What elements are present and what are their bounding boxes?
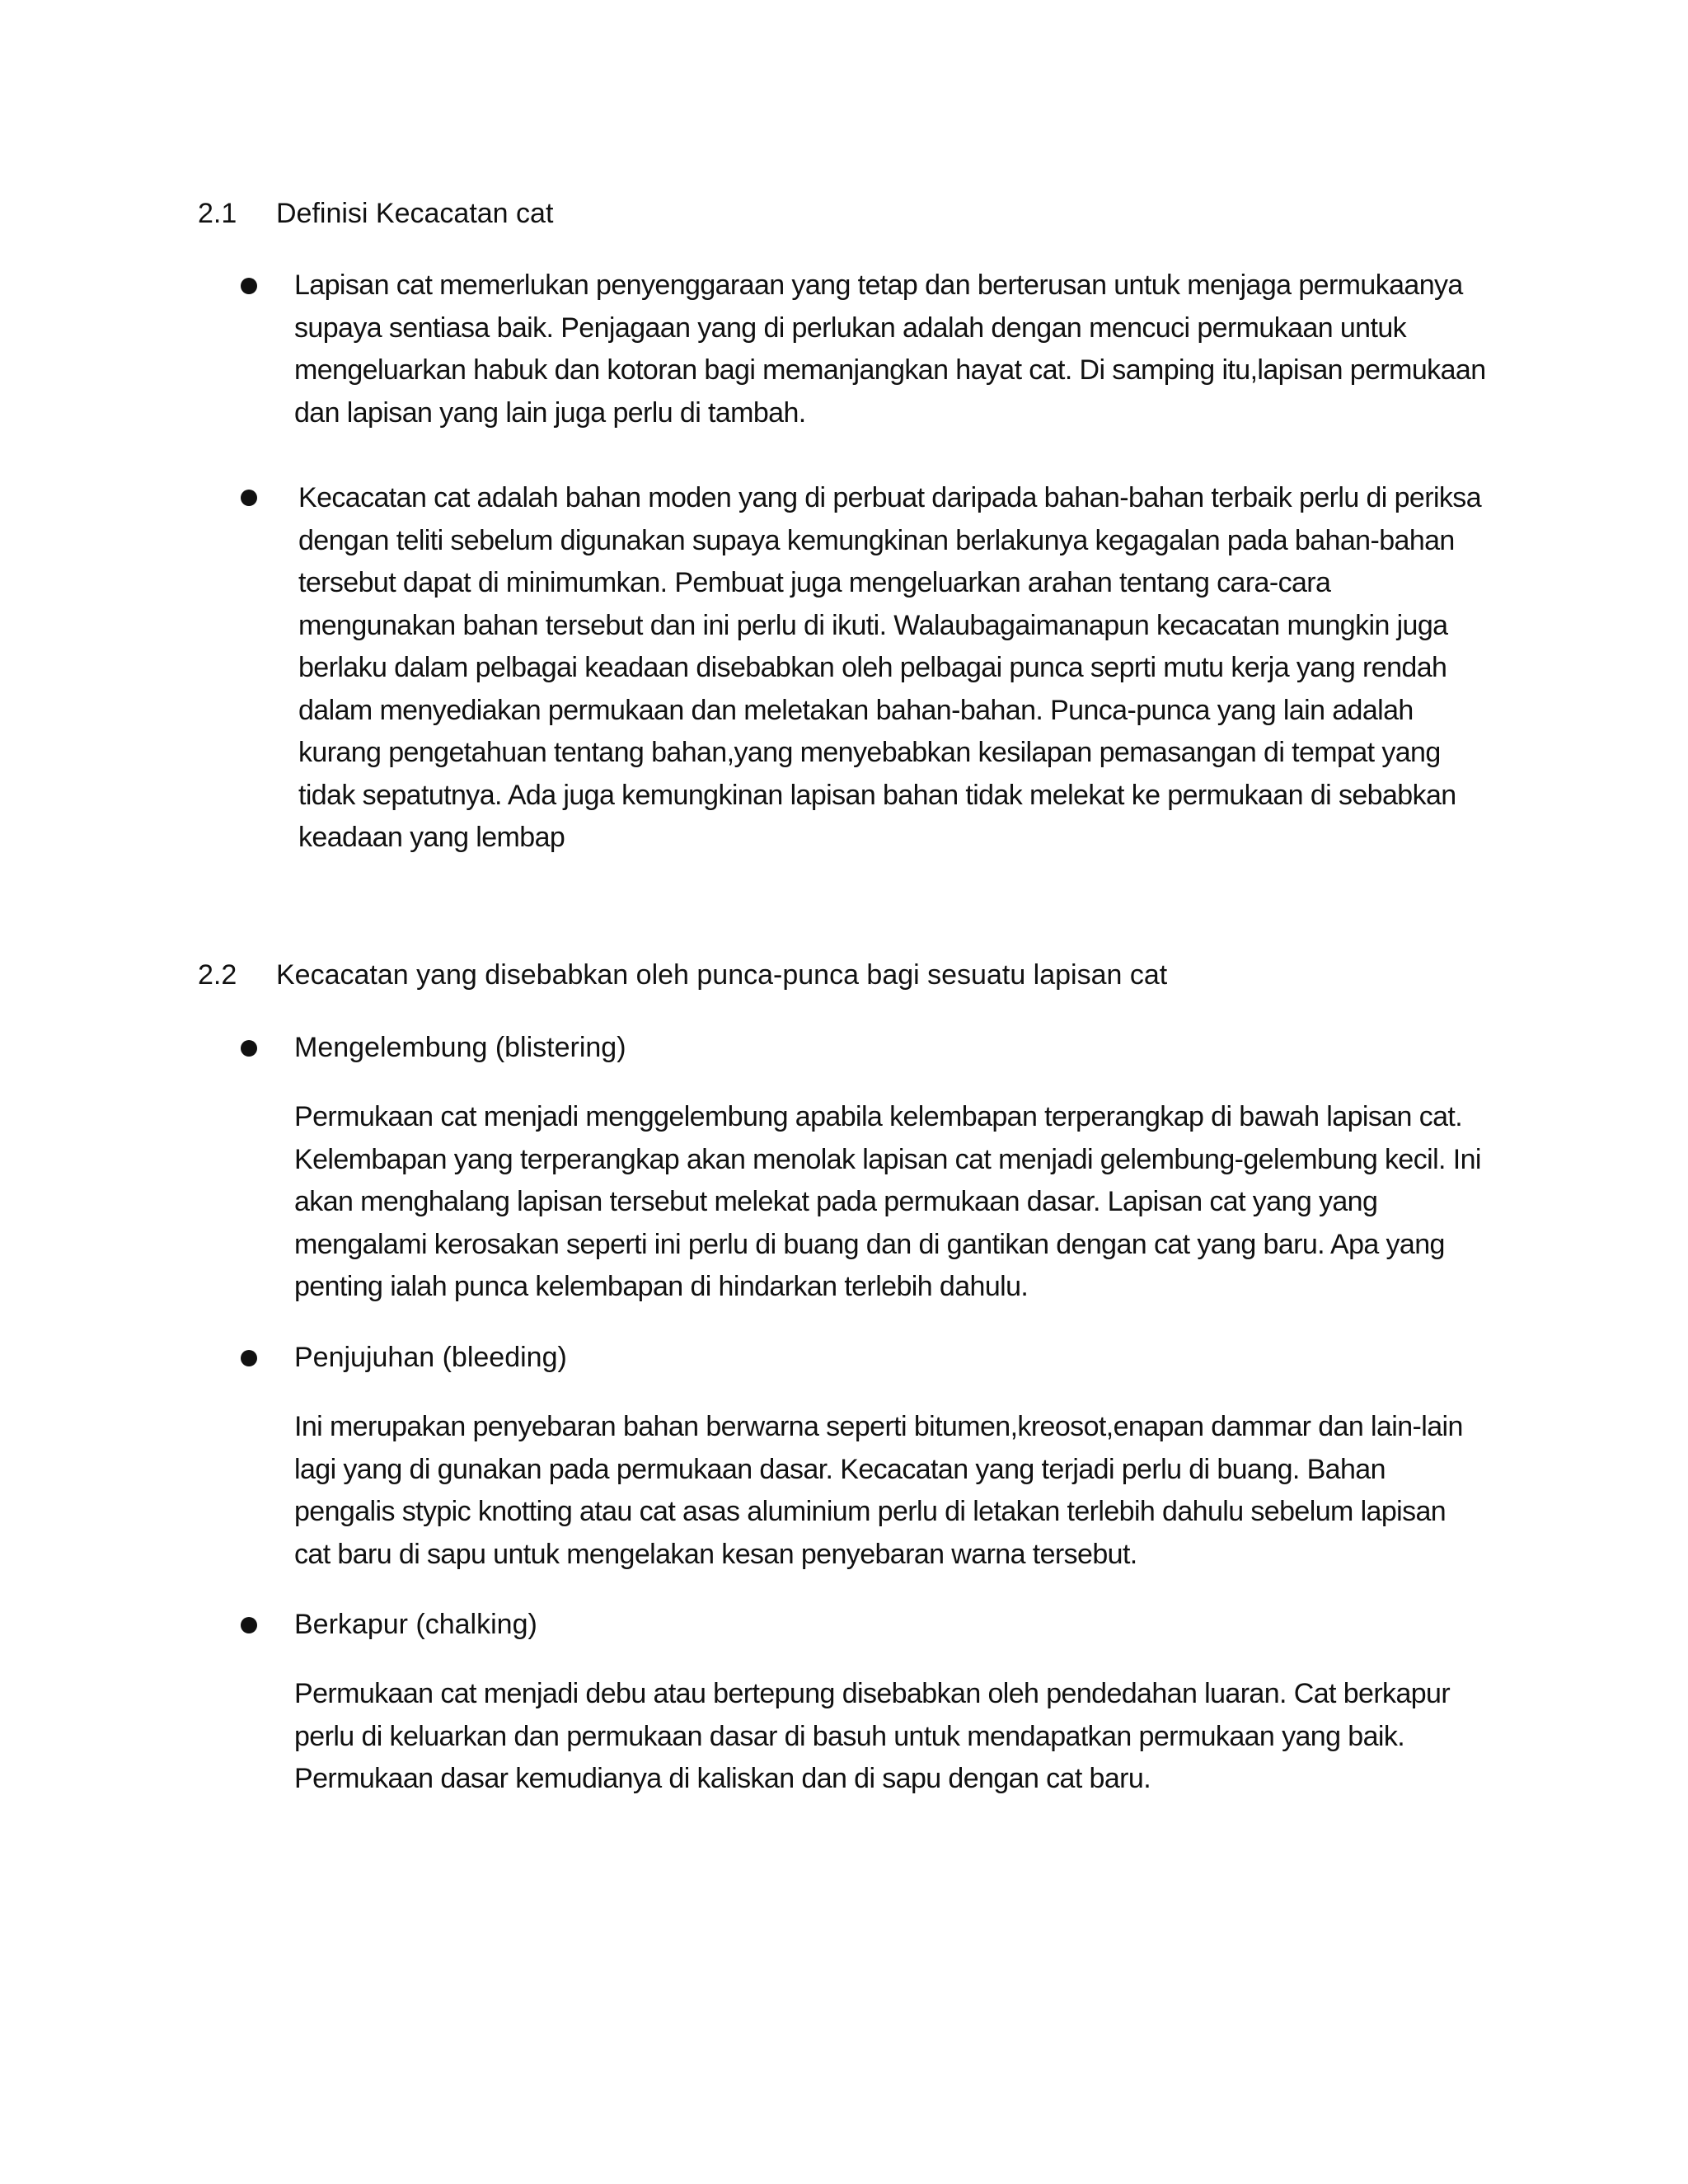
defect-description: Permukaan cat menjadi menggelembung apabila kelembapan terperangkap di bawah lapisan cat. Kelembapan yang terperangkap akan menolak lapisan cat menjadi gelembung-gelembung kecil. Ini akan menghalang lapisan tersebut melekat pada permukaan dasar. Lapisan cat yang yang mengalami kerosakan seperti ini perlu di buang dan di gantikan dengan cat yang baru. Apa yang penting ialah punca kelembapan di hindarkan terlebih dahulu. <box>294 1101 1481 1302</box>
defect-title: Penjujuhan (bleeding) <box>294 1342 567 1373</box>
section-heading-2-2 <box>198 954 1167 996</box>
defect-title: Berkapur (chalking) <box>294 1609 537 1640</box>
section-title: Definisi Kecacatan cat <box>276 198 554 229</box>
defect-title: Mengelembung (blistering) <box>294 1032 626 1063</box>
section-number: 2.2 <box>198 959 237 991</box>
defect-description: Permukaan cat menjadi debu atau bertepung disebabkan oleh pendedahan luaran. Cat berkapur perlu di keluarkan dan permukaan dasar di basuh untuk mendapatkan permukaan yang baik. Permukaan dasar kemudianya di kaliskan dan di sapu dengan cat baru. <box>294 1678 1451 1794</box>
section-title: Kecacatan yang disebabkan oleh punca-punca bagi sesuatu lapisan cat <box>276 959 1168 991</box>
bullet-icon <box>241 1617 257 1633</box>
bullet-icon <box>241 1350 257 1366</box>
bullet-icon <box>241 490 257 506</box>
bullet-icon <box>241 1040 257 1057</box>
section-number: 2.1 <box>198 198 237 229</box>
bullet-paragraph: Lapisan cat memerlukan penyenggaraan yang tetap dan berterusan untuk menjaga permukaanya supaya sentiasa baik. Penjagaan yang di perlukan adalah dengan mencuci permukaan untuk mengeluarkan habuk dan kotoran bagi memanjangkan hayat cat. Di samping itu,lapisan permukaan dan lapisan yang lain juga perlu di tambah. <box>294 269 1486 429</box>
section-heading-2-1 <box>198 193 553 235</box>
bullet-icon <box>241 278 257 294</box>
defect-description: Ini merupakan penyebaran bahan berwarna seperti bitumen,kreosot,enapan dammar dan lain-lain lagi yang di gunakan pada permukaan dasar. Kecacatan yang terjadi perlu di buang. Bahan pengalis stypic knotting atau cat asas aluminium perlu di letakan terlebih dahulu sebelum lapisan cat baru di sapu untuk mengelakan kesan penyebaran warna tersebut. <box>294 1411 1463 1570</box>
bullet-paragraph: Kecacatan cat adalah bahan moden yang di perbuat daripada bahan-bahan terbaik perlu di periksa dengan teliti sebelum digunakan supaya kemungkinan berlakunya kegagalan pada bahan-bahan tersebut dapat di minimumkan. Pembuat juga mengeluarkan arahan tentang cara-cara mengunakan bahan tersebut dan ini perlu di ikuti. Walaubagaimanapun kecacatan mungkin juga berlaku dalam pelbagai keadaan disebabkan oleh pelbagai punca seprti mutu kerja yang rendah dalam menyediakan permukaan dan meletakan bahan-bahan. Punca-punca yang lain adalah kurang pengetahuan tentang bahan,yang menyebabkan kesilapan pemasangan di tempat yang tidak sepatutnya. Ada juga kemungkinan lapisan bahan tidak melekat ke permukaan di sebabkan keadaan yang lembap <box>298 482 1482 853</box>
